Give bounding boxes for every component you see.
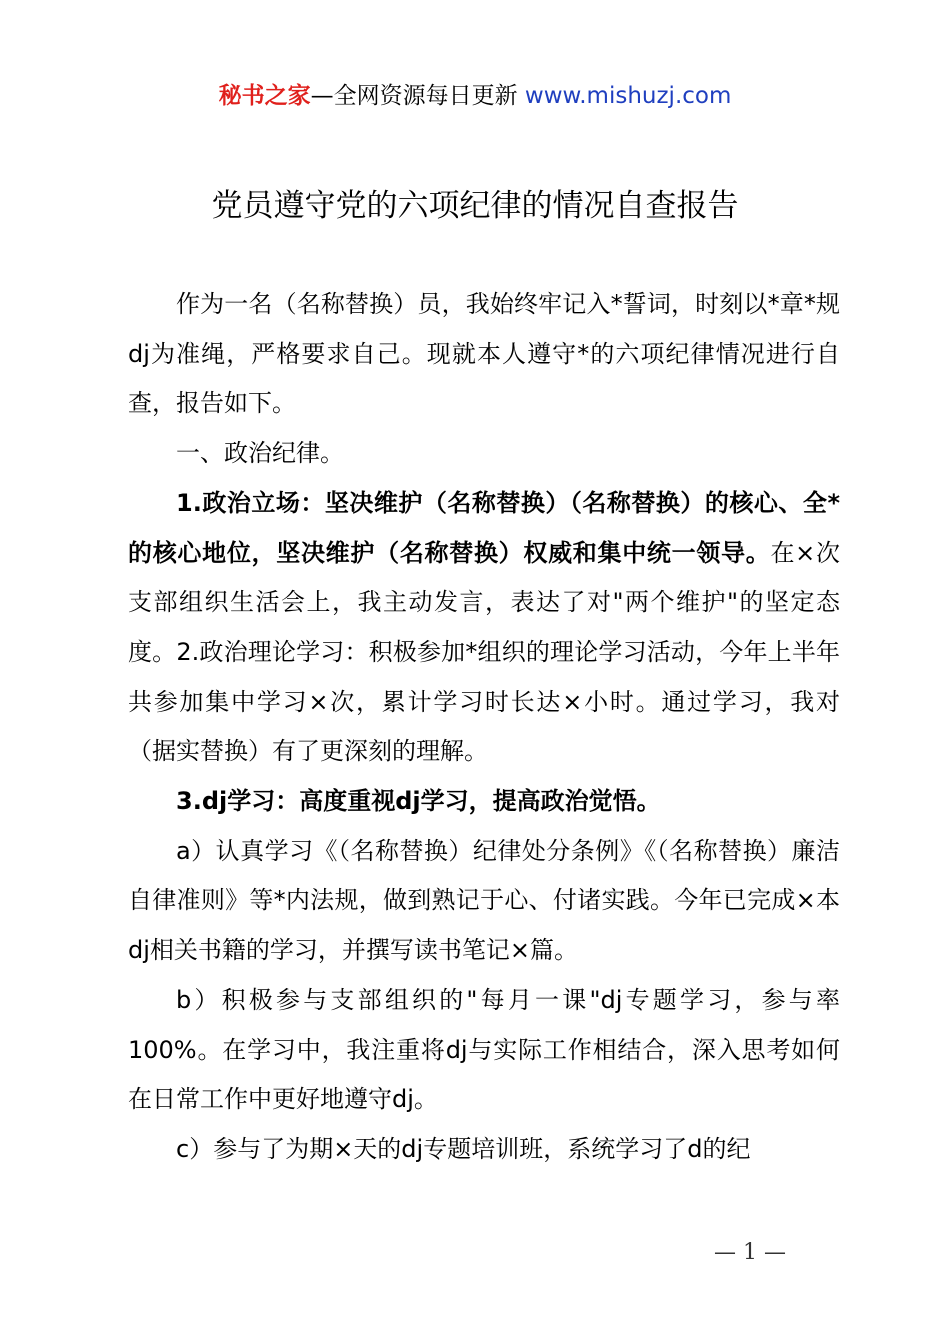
site-tagline: —全网资源每日更新 — [310, 83, 525, 109]
site-brand: 秘书之家 — [218, 83, 311, 109]
item-1-text: 在×次支部组织生活会上，我主动发言，表达了对"两个维护"的坚定态度。2.政治理论学习：积极参加*组织的理论学习活动，今年上半年共参加集中学习×次，累计学习时长达×小时。通过学习，我对（据实替换）有了更深刻的理解。 — [128, 538, 840, 766]
intro-paragraph: 作为一名（名称替换）员，我始终牢记入*誓词，时刻以*章*规dj为准绳，严格要求自己。现就本人遵守*的六项纪律情况进行自查，报告如下。 — [128, 290, 840, 418]
item-c-paragraph: c）参与了为期×天的dj专题培训班，系统学习了d的纪 — [176, 1134, 751, 1163]
document-body — [128, 280, 840, 1175]
item-a-paragraph: a）认真学习《（名称替换）纪律处分条例》《（名称替换）廉洁自律准则》等*内法规，做到熟记于心、付诸实践。今年已完成×本dj相关书籍的学习，并撰写读书笔记×篇。 — [128, 836, 840, 965]
document-title: 党员遵守党的六项纪律的情况自查报告 — [211, 188, 739, 224]
item-b-paragraph: b）积极参与支部组织的"每月一课"dj专题学习，参与率100%。在学习中，我注重将dj与实际工作相结合，深入思考如何在日常工作中更好地遵守dj。 — [128, 985, 840, 1114]
item-3-heading: 3.dj学习：高度重视dj学习，提高政治觉悟。 — [176, 787, 661, 816]
site-header — [0, 80, 950, 112]
item-1-paragraph — [128, 479, 840, 777]
page-number: — 1 — — [714, 1240, 786, 1265]
site-url-link[interactable]: www.mishuzj.com — [524, 83, 732, 109]
section-heading-political: 一、政治纪律。 — [176, 439, 344, 468]
item-1-heading: 1.政治立场：坚决维护（名称替换）（名称替换）的核心、全*的核心地位，坚决维护（名称替换）权威和集中统一领导。 — [128, 488, 840, 567]
